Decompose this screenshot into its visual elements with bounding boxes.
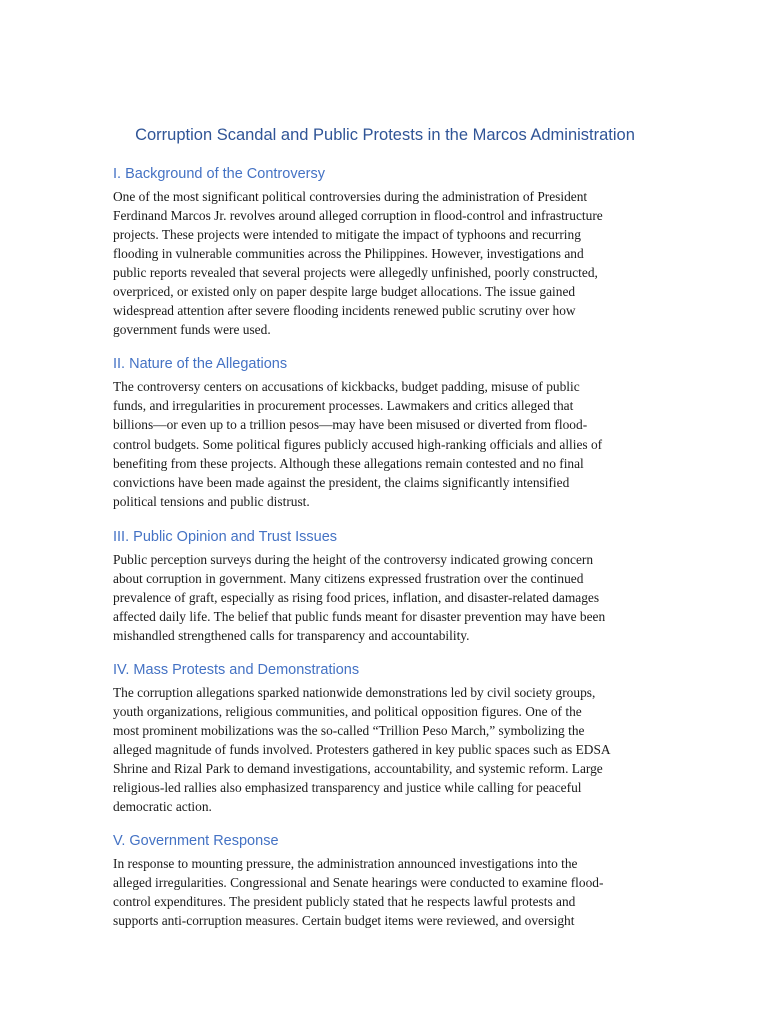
- text-line: youth organizations, religious communities, and political opposition figures. One of the: [113, 703, 582, 719]
- section-public-opinion: [113, 526, 657, 645]
- text-line: political tensions and public distrust.: [113, 493, 310, 509]
- section-background: [113, 163, 657, 339]
- text-line: The controversy centers on accusations of kickbacks, budget padding, misuse of public: [113, 379, 580, 395]
- text-line: widespread attention after severe flooding incidents renewed public scrutiny over how: [113, 303, 576, 319]
- text-line: religious-led rallies also emphasized transparency and justice while calling for peaceful: [113, 780, 582, 796]
- text-line: funds, and irregularities in procurement processes. Lawmakers and critics alleged that: [113, 398, 574, 414]
- text-line: prevalence of graft, especially as rising food prices, inflation, and disaster-related damages: [113, 589, 600, 605]
- section-paragraph: [113, 550, 657, 645]
- text-line: mishandled strengthened calls for transparency and accountability.: [113, 627, 470, 643]
- section-allegations: [113, 353, 657, 510]
- text-line: Ferdinand Marcos Jr. revolves around alleged corruption in flood-control and infrastructure: [113, 208, 603, 224]
- text-line: public reports revealed that several projects were allegedly unfinished, poorly constructed,: [113, 265, 598, 281]
- section-paragraph: [113, 187, 657, 339]
- text-line: government funds were used.: [113, 322, 271, 338]
- document-page: [113, 122, 657, 944]
- text-line: affected daily life. The belief that public funds meant for disaster prevention may have been: [113, 608, 606, 624]
- text-line: about corruption in government. Many citizens expressed frustration over the continued: [113, 570, 584, 586]
- section-paragraph: [113, 854, 657, 930]
- text-line: In response to mounting pressure, the administration announced investigations into the: [113, 856, 578, 872]
- text-line: convictions have been made against the president, the claims significantly intensified: [113, 474, 570, 490]
- text-line: flooding in vulnerable communities across the Philippines. However, investigations and: [113, 246, 584, 262]
- section-heading: I. Background of the Controversy: [113, 166, 325, 182]
- text-line: benefiting from these projects. Although these allegations remain contested and no final: [113, 455, 584, 471]
- text-line: One of the most significant political controversies during the administration of President: [113, 189, 588, 204]
- text-line: The corruption allegations sparked nationwide demonstrations led by civil society groups,: [113, 684, 596, 700]
- text-line: democratic action.: [113, 799, 212, 815]
- section-government-response: [113, 830, 657, 930]
- text-line: control budgets. Some political figures publicly accused high-ranking officials and allies of: [113, 436, 603, 452]
- document-title: Corruption Scandal and Public Protests in the Marcos Administration: [135, 126, 635, 144]
- section-heading: III. Public Opinion and Trust Issues: [113, 528, 338, 545]
- section-mass-protests: [113, 659, 657, 816]
- text-line: projects. These projects were intended to mitigate the impact of typhoons and recurring: [113, 227, 581, 243]
- text-line: alleged irregularities. Congressional and Senate hearings were conducted to examine flood-: [113, 875, 604, 891]
- text-line: control expenditures. The president publicly stated that he respects lawful protests and: [113, 894, 576, 910]
- text-line: Public perception surveys during the height of the controversy indicated growing concern: [113, 551, 594, 567]
- text-line: most prominent mobilizations was the so-called “Trillion Peso March,” symbolizing the: [113, 723, 585, 739]
- section-heading: II. Nature of the Allegations: [113, 356, 288, 373]
- text-line: alleged magnitude of funds involved. Protesters gathered in key public spaces such as EDSA: [113, 742, 611, 758]
- text-line: billions—or even up to a trillion pesos—may have been misused or diverted from flood-: [113, 417, 588, 433]
- text-line: supports anti-corruption measures. Certain budget items were reviewed, and oversight: [113, 913, 575, 929]
- section-heading: V. Government Response: [113, 833, 279, 850]
- text-line: Shrine and Rizal Park to demand investigations, accountability, and systemic reform. Large: [113, 761, 603, 777]
- text-line: overpriced, or existed only on paper despite large budget allocations. The issue gained: [113, 284, 576, 300]
- section-paragraph: [113, 683, 657, 816]
- section-heading: IV. Mass Protests and Demonstrations: [113, 661, 360, 678]
- section-paragraph: [113, 377, 657, 510]
